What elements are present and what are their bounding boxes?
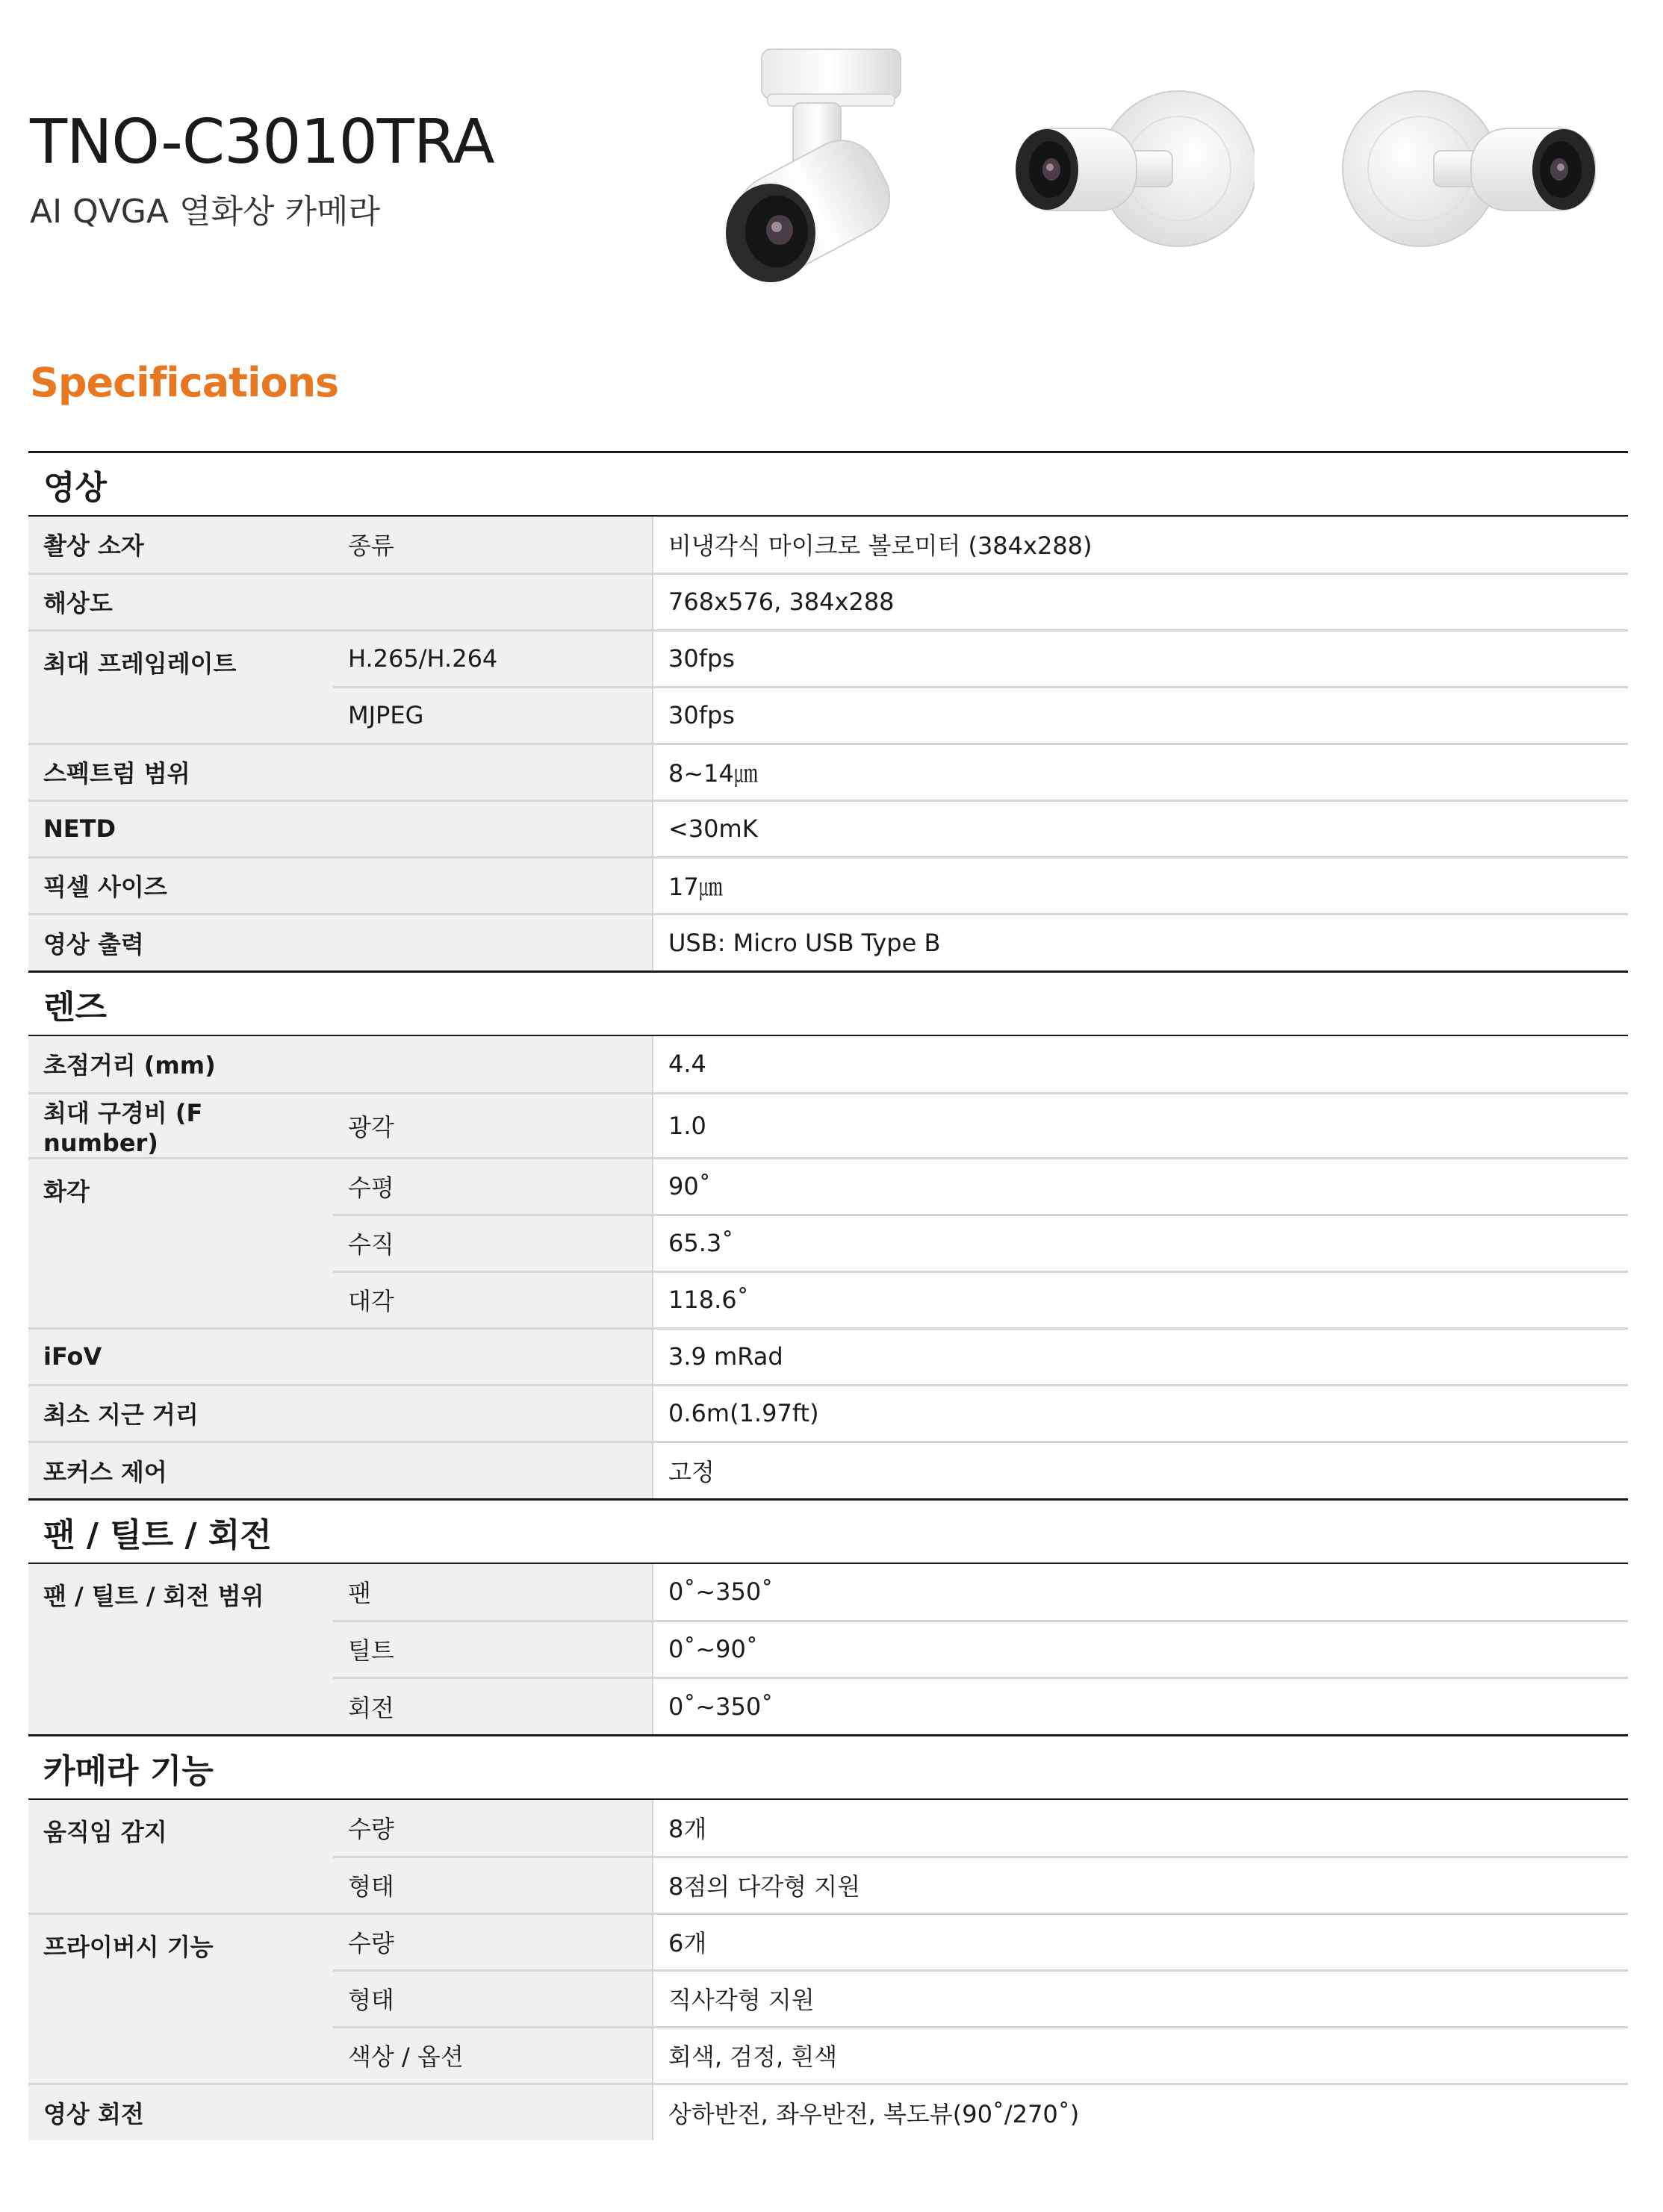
spec-row: [28, 1564, 1628, 1621]
spec-value: 65.3˚: [653, 1215, 1628, 1271]
spec-row: [28, 630, 1628, 687]
camera-image-wall-mount-right: [1337, 82, 1606, 261]
spec-label: 영상 회전: [28, 2084, 653, 2140]
spec-label: 움직임 감지: [28, 1800, 333, 1913]
spec-value: 17㎛: [653, 857, 1628, 914]
spec-sublabel: 광각: [333, 1093, 653, 1158]
spec-label: 영상 출력: [28, 914, 653, 971]
spec-value: 90˚: [653, 1158, 1628, 1215]
spec-label: 픽셀 사이즈: [28, 857, 653, 914]
spec-row: [28, 1913, 1628, 1970]
spec-value: 8점의 다각형 지원: [653, 1857, 1628, 1913]
spec-row: [28, 744, 1628, 800]
spec-sublabel: 회전: [333, 1677, 653, 1734]
spec-value: 8~14㎛: [653, 744, 1628, 800]
spec-row: [28, 517, 1628, 573]
spec-value: 회색, 검정, 흰색: [653, 2027, 1628, 2084]
spec-label: 프라이버시 기능: [28, 1913, 333, 2084]
spec-value: 직사각형 지원: [653, 1970, 1628, 2027]
spec-value: 4.4: [653, 1036, 1628, 1093]
spec-value: 3.9 mRad: [653, 1328, 1628, 1385]
spec-sublabel: 색상 / 옵션: [333, 2027, 653, 2084]
section-table: [28, 1800, 1628, 2140]
spec-value: 0.6m(1.97ft): [653, 1385, 1628, 1442]
spec-sublabel: 팬: [333, 1564, 653, 1621]
spec-row: [28, 857, 1628, 914]
spec-value: 30fps: [653, 687, 1628, 744]
product-images: [709, 45, 1620, 284]
section-table: [28, 1564, 1628, 1734]
spec-row: [28, 1036, 1628, 1093]
spec-label: 최소 지근 거리: [28, 1385, 653, 1442]
spec-sublabel: 종류: [333, 517, 653, 573]
spec-value: 0˚~350˚: [653, 1677, 1628, 1734]
spec-row: [28, 2084, 1628, 2140]
spec-value: 0˚~350˚: [653, 1564, 1628, 1621]
spec-value: USB: Micro USB Type B: [653, 914, 1628, 971]
spec-value: <30mK: [653, 800, 1628, 857]
spec-row: [28, 573, 1628, 630]
spec-value: 비냉각식 마이크로 볼로미터 (384x288): [653, 517, 1628, 573]
spec-sublabel: H.265/H.264: [333, 630, 653, 687]
spec-row: [28, 914, 1628, 971]
model-name: TNO-C3010TRA: [30, 107, 494, 178]
section-table: [28, 1036, 1628, 1498]
spec-label: iFoV: [28, 1328, 653, 1385]
spec-value: 118.6˚: [653, 1271, 1628, 1328]
spec-sublabel: 수평: [333, 1158, 653, 1215]
camera-image-wall-mount-left: [1008, 82, 1255, 261]
spec-label: 최대 구경비 (F number): [28, 1093, 333, 1158]
spec-table: [28, 451, 1628, 2140]
spec-row: [28, 800, 1628, 857]
specifications-heading: Specifications: [30, 359, 339, 406]
spec-value: 8개: [653, 1800, 1628, 1857]
section-title: 카메라 기능: [28, 1734, 1628, 1800]
spec-value: 고정: [653, 1442, 1628, 1498]
spec-sublabel: 대각: [333, 1271, 653, 1328]
spec-label: 스펙트럼 범위: [28, 744, 653, 800]
spec-row: [28, 1093, 1628, 1158]
spec-row: [28, 1442, 1628, 1498]
spec-value: 768x576, 384x288: [653, 573, 1628, 630]
spec-value: 1.0: [653, 1093, 1628, 1158]
spec-label: 포커스 제어: [28, 1442, 653, 1498]
spec-label: 촬상 소자: [28, 517, 333, 573]
camera-image-ceiling-mount: [709, 45, 933, 284]
spec-sublabel: 틸트: [333, 1621, 653, 1677]
spec-row: [28, 1328, 1628, 1385]
spec-label: 초점거리 (mm): [28, 1036, 653, 1093]
spec-sublabel: 수량: [333, 1800, 653, 1857]
spec-label: 최대 프레임레이트: [28, 630, 333, 744]
spec-row: [28, 1800, 1628, 1857]
section-table: [28, 517, 1628, 971]
spec-row: [28, 1158, 1628, 1215]
spec-value: 6개: [653, 1913, 1628, 1970]
spec-sublabel: 형태: [333, 1857, 653, 1913]
product-subtitle: AI QVGA 열화상 카메라: [30, 193, 380, 231]
spec-row: [28, 1385, 1628, 1442]
section-title: 팬 / 틸트 / 회전: [28, 1498, 1628, 1564]
spec-sublabel: MJPEG: [333, 687, 653, 744]
spec-label: 해상도: [28, 573, 653, 630]
section-title: 영상: [28, 451, 1628, 517]
spec-sublabel: 수직: [333, 1215, 653, 1271]
spec-value: 상하반전, 좌우반전, 복도뷰(90˚/270˚): [653, 2084, 1628, 2140]
spec-label: NETD: [28, 800, 653, 857]
spec-value: 30fps: [653, 630, 1628, 687]
spec-label: 팬 / 틸트 / 회전 범위: [28, 1564, 333, 1734]
spec-sublabel: 수량: [333, 1913, 653, 1970]
spec-label: 화각: [28, 1158, 333, 1328]
spec-sublabel: 형태: [333, 1970, 653, 2027]
section-title: 렌즈: [28, 971, 1628, 1036]
spec-value: 0˚~90˚: [653, 1621, 1628, 1677]
product-header: [30, 107, 494, 231]
